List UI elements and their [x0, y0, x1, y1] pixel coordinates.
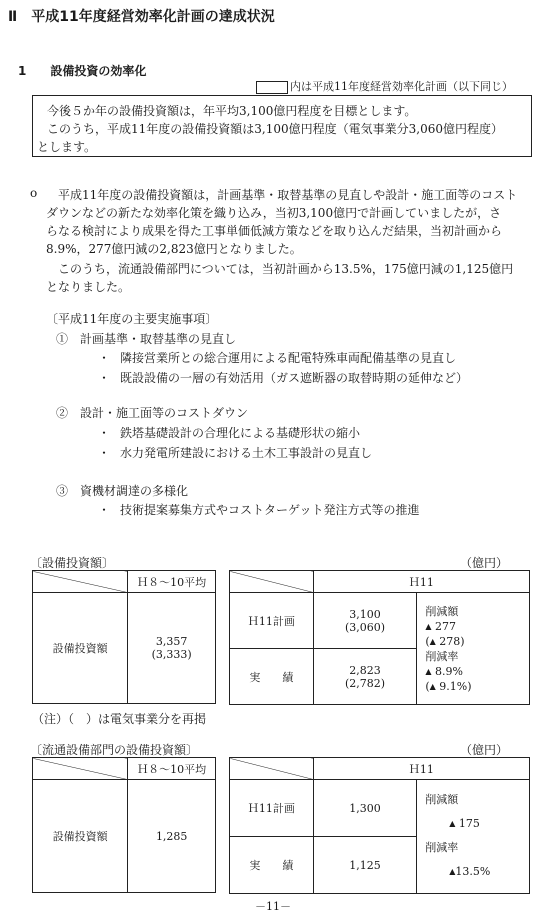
table-right: [229, 570, 530, 705]
body-line: 平成11年度の設備投資額は，計画基準・取替基準の見直しや設計・施工面等のコスト: [58, 188, 518, 202]
legend-note: 内は平成11年度経営効率化計画（以下同じ）: [290, 80, 513, 93]
measure-heading: ② 設計・施工面等のコストダウン: [56, 406, 249, 420]
goal-box: [32, 95, 532, 157]
body-line: ダウンなどの新たな効率化策を織り込み，当初3,100億円で計画していましたが，さ: [46, 206, 502, 220]
body-line: となりました。: [46, 280, 131, 294]
value: ▲ 277: [425, 619, 456, 633]
table-header: Ｈ11: [313, 571, 529, 593]
value-sub: (3,333): [151, 648, 192, 661]
table-corner: [33, 571, 128, 593]
measure-item: 水力発電所建設における土木工事設計の見直し: [120, 446, 373, 460]
triangle-icon: ▲: [429, 636, 436, 646]
table-cell: [128, 593, 216, 704]
value-sub: (2,782): [344, 676, 386, 690]
table-header: Ｈ11: [313, 758, 529, 780]
measure-bullet: ・: [98, 446, 111, 460]
body-line: らなる検討により成果を得た工事単価低減方策などを取り込んだ結果，当初計画から: [46, 224, 503, 238]
measure-bullet: ・: [98, 371, 111, 385]
triangle-icon: ▲: [449, 818, 456, 828]
goal-line: このうち，平成11年度の設備投資額は3,100億円程度（電気事業分3,060億円程度）: [47, 122, 503, 136]
label: 削減額: [425, 604, 459, 618]
table-caption: 〔設備投資額〕: [30, 556, 115, 570]
value: ▲ 8.9%: [425, 664, 463, 678]
table-caption: 〔流通設備部門の設備投資額〕: [30, 743, 199, 757]
table-left: [32, 757, 216, 893]
row-label: Ｈ11計画: [230, 593, 314, 649]
table-right: [229, 757, 530, 894]
value: 3,357: [155, 635, 188, 648]
measure-item: 鉄塔基礎設計の合理化による基礎形状の縮小: [120, 426, 361, 440]
measure-item: 既設設備の一層の有効活用（ガス遮断器の取替時期の延伸など）: [120, 371, 469, 385]
row-label: 設備投資額: [33, 780, 128, 893]
triangle-icon: ▲: [425, 666, 432, 676]
table-cell: 1,125: [313, 837, 417, 894]
measure-item: 隣接営業所との総合運用による配電特殊車両配備基準の見直し: [120, 351, 457, 365]
measure-bullet: ・: [98, 503, 111, 517]
value: ▲13.5%: [449, 864, 491, 878]
table-unit: （億円）: [460, 556, 509, 570]
measure-bullet: ・: [98, 351, 111, 365]
table-cell: 1,285: [128, 780, 216, 893]
table-header: Ｈ８～10平均: [128, 571, 216, 593]
table-note: （注）（ ）は電気事業分を再掲: [32, 712, 207, 726]
section-heading: 1 設備投資の効率化: [18, 64, 147, 78]
triangle-icon: ▲: [449, 866, 456, 876]
value-sub: (▲ 278): [425, 634, 465, 648]
value-sub: (3,060): [344, 620, 386, 634]
table-unit: （億円）: [460, 743, 509, 757]
measure-bullet: ・: [98, 426, 111, 440]
table-corner: [33, 758, 128, 780]
label: 削減率: [425, 840, 459, 854]
reduction-cell: [417, 593, 530, 705]
measure-heading: ③ 資機材調達の多様化: [56, 484, 189, 498]
table-corner: [230, 758, 314, 780]
page-number: －11－: [255, 900, 291, 913]
measure-item: 技術提案募集方式やコストターゲット発注方式等の推進: [120, 503, 420, 517]
table-cell: [313, 593, 417, 649]
row-label: 設備投資額: [33, 593, 128, 704]
table-cell: [313, 649, 417, 705]
table-left: [32, 570, 216, 704]
body-line: このうち，流通設備部門については，当初計画から13.5%，175億円減の1,125億円: [58, 262, 514, 276]
value: 3,100: [349, 607, 381, 621]
triangle-icon: ▲: [425, 621, 432, 631]
row-label: Ｈ11計画: [230, 780, 314, 837]
goal-line: とします。: [37, 140, 97, 154]
measure-heading: ① 計画基準・取替基準の見直し: [56, 332, 237, 346]
table-header: Ｈ８～10平均: [128, 758, 216, 780]
table-corner: [230, 571, 314, 593]
row-label: 実 績: [230, 837, 314, 894]
label: 削減率: [425, 649, 459, 663]
label: 削減額: [425, 792, 459, 806]
bullet-marker: o: [30, 186, 38, 200]
body-line: 8.9%，277億円減の2,823億円となりました。: [46, 242, 302, 256]
measures-title: 〔平成11年度の主要実施事項〕: [46, 312, 218, 326]
value: 2,823: [349, 663, 381, 677]
value: ▲ 175: [449, 816, 480, 830]
legend-swatch: [256, 81, 288, 94]
triangle-icon: ▲: [429, 681, 436, 691]
goal-line: 今後５か年の設備投資額は，年平均3,100億円程度を目標とします。: [47, 104, 417, 118]
row-label: 実 績: [230, 649, 314, 705]
table-cell: 1,300: [313, 780, 417, 837]
value-sub: (▲ 9.1%): [425, 679, 472, 693]
reduction-cell: [417, 780, 530, 894]
page-title: Ⅱ 平成11年度経営効率化計画の達成状況: [8, 9, 275, 25]
